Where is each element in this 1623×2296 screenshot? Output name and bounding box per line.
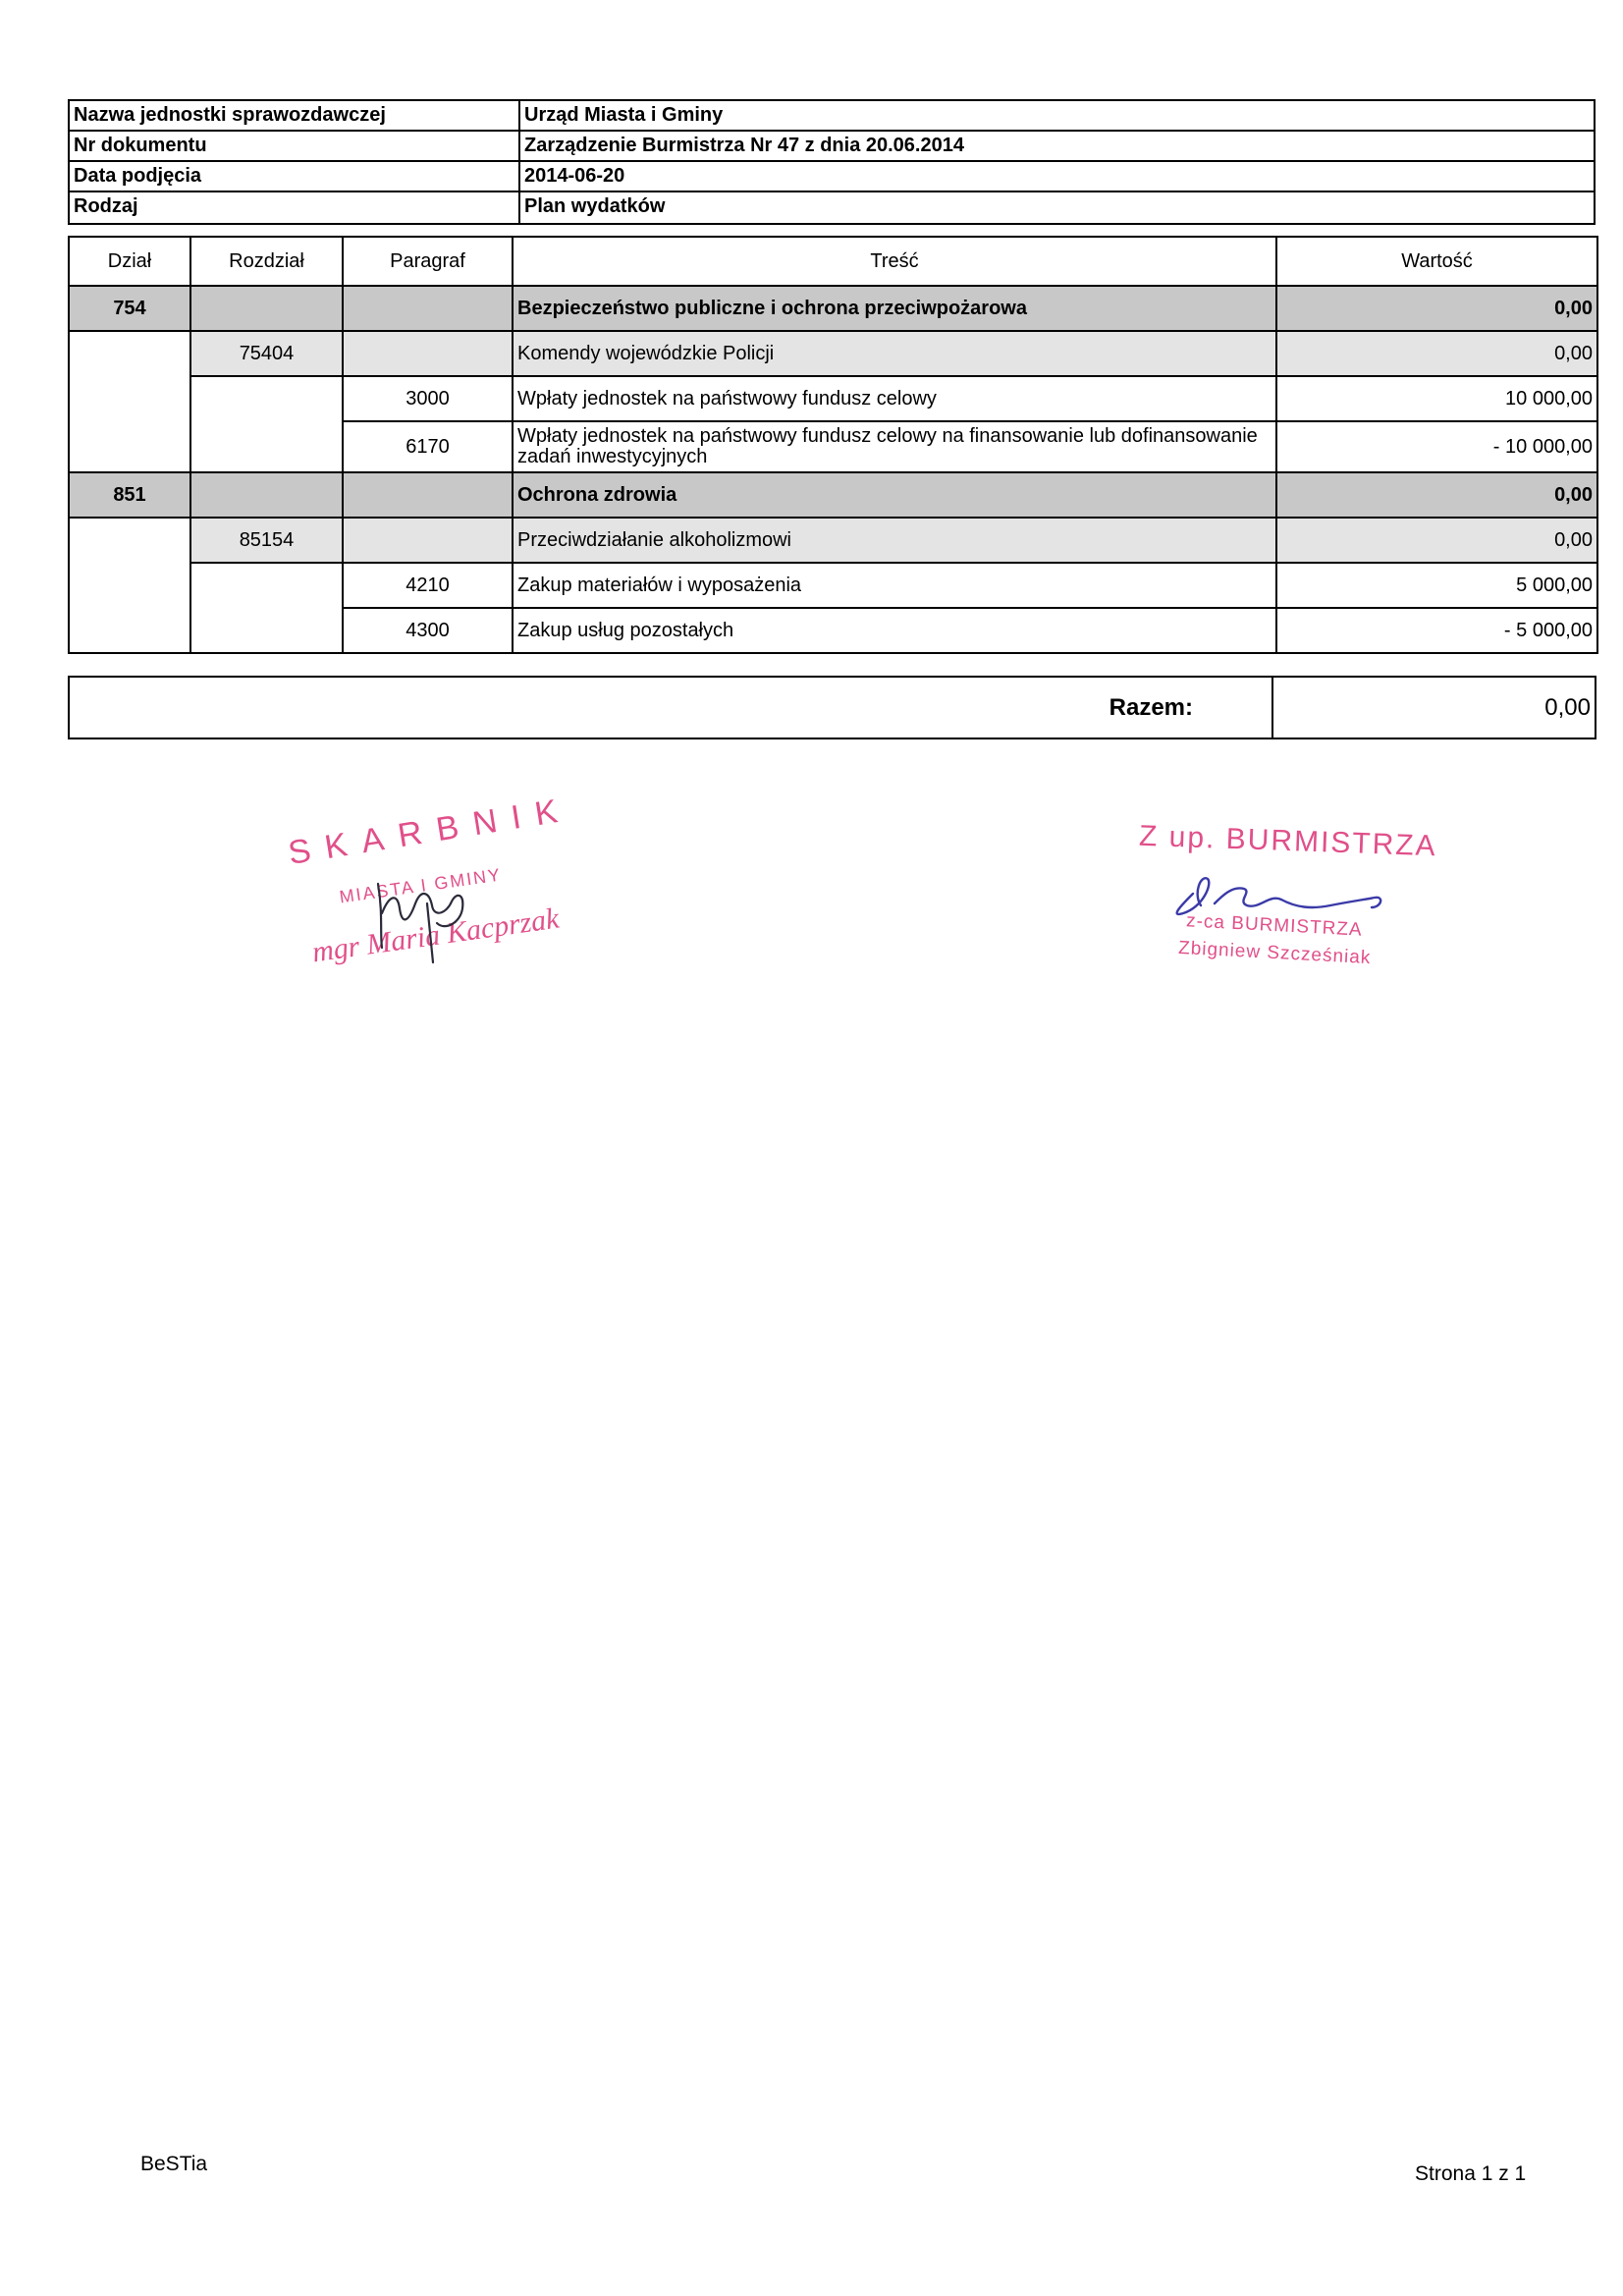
header-label: Nazwa jednostki sprawozdawczej	[70, 101, 520, 130]
cell-rozdzial	[190, 608, 343, 653]
column-header-dzial: Dział	[69, 237, 190, 286]
cell-dzial: 754	[69, 286, 190, 331]
table-row	[69, 563, 1597, 608]
cell-tresc: Ochrona zdrowia	[513, 472, 1276, 518]
software-name: BeSTia	[140, 2153, 208, 2175]
cell-rozdzial	[190, 376, 343, 421]
header-label: Rodzaj	[70, 192, 520, 223]
deputy-mayor-stamp	[1129, 819, 1463, 982]
stamp-name: Zbigniew Szcześniak	[1177, 937, 1372, 969]
header-row-doc-number	[70, 132, 1594, 162]
cell-wartosc: 0,00	[1276, 472, 1597, 518]
page-number: Strona 1 z 1	[1415, 2162, 1527, 2185]
cell-wartosc: - 10 000,00	[1276, 421, 1597, 472]
table-row	[69, 331, 1597, 376]
cell-dzial	[69, 421, 190, 472]
document-header	[68, 99, 1596, 225]
cell-tresc: Zakup usług pozostałych	[513, 608, 1276, 653]
table-row	[69, 518, 1597, 563]
stamp-subtitle: MIASTA I GMINY	[338, 864, 504, 907]
cell-paragraf	[343, 286, 513, 331]
cell-tresc: Komendy wojewódzkie Policji	[513, 331, 1276, 376]
total-label: Razem:	[70, 678, 1273, 738]
table-row	[69, 286, 1597, 331]
cell-rozdzial	[190, 563, 343, 608]
cell-paragraf: 4300	[343, 608, 513, 653]
cell-dzial	[69, 518, 190, 563]
stamp-title: Z up. BURMISTRZA	[1138, 819, 1438, 863]
column-header-wartosc: Wartość	[1276, 237, 1597, 286]
header-row-unit	[70, 101, 1594, 132]
cell-dzial	[69, 331, 190, 376]
column-header-rozdzial: Rozdział	[190, 237, 343, 286]
cell-tresc: Wpłaty jednostek na państwowy fundusz celowy na finansowanie lub dofinansowanie zadań inwestycyjnych	[513, 421, 1276, 472]
table-row	[69, 376, 1597, 421]
stamp-subtitle: z-ca BURMISTRZA	[1185, 910, 1364, 941]
column-header-tresc: Treść	[513, 237, 1276, 286]
cell-tresc: Przeciwdziałanie alkoholizmowi	[513, 518, 1276, 563]
cell-rozdzial: 75404	[190, 331, 343, 376]
stamp-title: SKARBNIK	[285, 790, 575, 873]
table-header-row	[69, 237, 1597, 286]
column-header-paragraf: Paragraf	[343, 237, 513, 286]
cell-paragraf: 4210	[343, 563, 513, 608]
cell-paragraf	[343, 472, 513, 518]
treasurer-signature	[339, 854, 506, 972]
total-value: 0,00	[1544, 694, 1591, 721]
header-value: 2014-06-20	[524, 165, 625, 187]
cell-wartosc: 0,00	[1276, 518, 1597, 563]
cell-rozdzial	[190, 286, 343, 331]
cell-tresc: Bezpieczeństwo publiczne i ochrona przeciwpożarowa	[513, 286, 1276, 331]
header-label: Nr dokumentu	[70, 132, 520, 160]
cell-dzial	[69, 376, 190, 421]
cell-rozdzial	[190, 421, 343, 472]
cell-tresc: Zakup materiałów i wyposażenia	[513, 563, 1276, 608]
table-row	[69, 472, 1597, 518]
total-row	[68, 676, 1596, 739]
cell-paragraf: 6170	[343, 421, 513, 472]
header-value: Plan wydatków	[524, 195, 666, 217]
cell-paragraf	[343, 518, 513, 563]
cell-paragraf	[343, 331, 513, 376]
table-row	[69, 608, 1597, 653]
cell-dzial: 851	[69, 472, 190, 518]
cell-wartosc: 10 000,00	[1276, 376, 1597, 421]
header-value: Urząd Miasta i Gminy	[524, 104, 724, 126]
header-value: Zarządzenie Burmistrza Nr 47 z dnia 20.06.2014	[524, 135, 964, 156]
treasurer-stamp	[285, 790, 604, 982]
expenditure-table	[68, 236, 1598, 654]
cell-rozdzial: 85154	[190, 518, 343, 563]
cell-wartosc: 0,00	[1276, 331, 1597, 376]
stamp-name: mgr Maria Kacprzak	[309, 902, 562, 969]
header-row-date	[70, 162, 1594, 192]
cell-rozdzial	[190, 472, 343, 518]
cell-wartosc: 0,00	[1276, 286, 1597, 331]
cell-paragraf: 3000	[343, 376, 513, 421]
cell-wartosc: - 5 000,00	[1276, 608, 1597, 653]
header-label: Data podjęcia	[70, 162, 520, 191]
cell-wartosc: 5 000,00	[1276, 563, 1597, 608]
table-row	[69, 421, 1597, 472]
cell-dzial	[69, 608, 190, 653]
cell-tresc: Wpłaty jednostek na państwowy fundusz celowy	[513, 376, 1276, 421]
cell-dzial	[69, 563, 190, 608]
header-row-type	[70, 192, 1594, 223]
